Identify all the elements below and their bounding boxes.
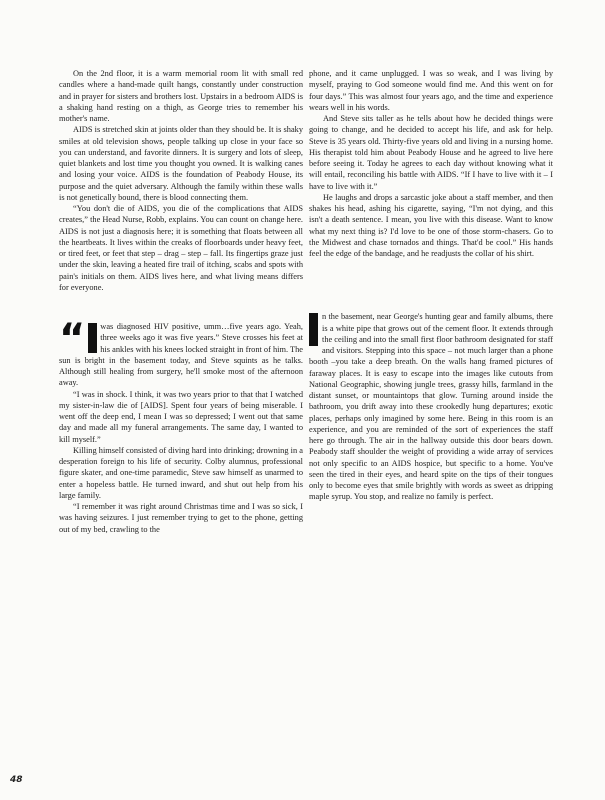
drop-cap-i-block (309, 313, 318, 346)
paragraph: Killing himself consisted of diving hard into drinking; drowning in a desperation foreign to his life of security. Colby alumnus, professional figure skater, and one-time paramedic, Steve saw himself as unarmed to enter a hopeless battle. He turned inward, and shut out help from his large family. (59, 445, 303, 500)
paragraph: “I remember it was right around Christmas time and I was so sick, I was having seizures. I just remember trying to get to the phone, getting out of my bed, crawling to the (59, 502, 303, 534)
right-column (309, 68, 553, 503)
paragraph: phone, and it came unplugged. I was so weak, and I was living by myself, praying to God someone would find me. And this went on for four days.” This was almost four years ago, and the time and experience wears well in his words. (309, 69, 553, 112)
section-paragraph: n the basement, near George's hunting gear and family albums, there is a white pipe that grows out of the cement floor. It extends through the ceiling and into the small first floor bathroom designated for staff and visitors. Stepping into this space – not much larger than a phone booth –you take a deep breath. On the walls hang framed pictures of faraway places. It is easy to escape into the images like cutouts from National Geographic, showing jungle trees, grassy hills, farmland in the distant sunset, or mountaintops that glow. Turning around inside the bathroom, you drift away into these crookedly hung departures; exotic places, perhaps only imagined by some here. Being in this room is an experience, and you are reminded of the sort of experiences the staff here go through. The air in the hallway outside this door bears down. Peabody staff shoulder the weight of providing a wide array of services not only specific to an AIDS hospice, but specific to a home. You've seen the tired in their eyes, and heard spite on the tips of their tongues only to become eyes that smile brightly with words as sweet as dripping maple syrup. You stop, and realize no family is perfect. (309, 312, 553, 502)
quote-opening (59, 316, 303, 389)
quote-mark-glyph: “ (59, 316, 82, 362)
paragraph: AIDS is stretched skin at joints older than they should be. It is shaky smiles at old television shows, people talking up close in your face so you can understand, and favorite dinners. It is surgery and lots of sleep, quiet blankets and lost time you thought you owned. It is walking canes and losing your voice. AIDS is the foundation of Peabody House, its purpose and the quiet adversary. Although the family within these walls is not genetically bound, there is blood connecting them. (59, 125, 303, 202)
paragraph: He laughs and drops a sarcastic joke about a staff member, and then shakes his head, ashing his cigarette, saying, “I'm not dying, and this isn't a death sentence. I mean, you live with this disease. Want to know what my next thing is? I'd love to be one of those storm-chasers. Go to the Midwest and chase tornados and things. That'd be cool.” His hands feel the edge of the bandage, and he readjusts the collar of his shirt. (309, 192, 553, 258)
paragraph: “I was in shock. I think, it was two years prior to that that I watched my sister-in-law die of [AIDS]. Spent four years of being miserable. I went off the deep end, I mean I was so depressed; I went out that same day and made all my funeral arrangements. The same day, I wanted to kill myself.” (59, 389, 303, 444)
paragraph: “You don't die of AIDS, you die of the complications that AIDS creates,” the Head Nurse, Robb, explains. You can count on change here. AIDS is not just a diagnosis here; it is something that floats between all the heartbeats. It lives within the creaks of floorboards under heavy feet, or tired feet, or feet that step – drag – step – fall. Its fingertips graze just under the skin, leaving a heated fire trail of itching, scabs and spots with pain's initials on them. AIDS lives here, and what living means differs for everyone. (59, 204, 303, 292)
quote-paragraph: was diagnosed HIV positive, umm…five years ago. Yeah, three weeks ago it was five years.” Steve crosses his feet at his ankles with his knees locked straight in front of him. The sun is bright in the basement today, and Steve squints as he talks. Although still healing from surgery, he'll smoke most of the afternoon away. (59, 322, 303, 388)
paragraph: On the 2nd floor, it is a warm memorial room lit with small red candles where a hand-made quilt hangs, constantly under construction and in prayer for sisters and brothers lost. Upstairs in a bedroom AIDS is a shaking hand resting on a thigh, as George tries to remember his mother's name. (59, 69, 303, 123)
basement-section (309, 311, 553, 502)
paragraph: And Steve sits taller as he tells about how he decided things were going to change, and he decided to accept his life, and ask for help. Steve is 35 years old. Thirty-five years old and living in a nursing home. His therapist told him about Peabody House and he agreed to live here before seeing it. Today he agrees to each day without knowing what it will entail, reconciling his battle with AIDS. “If I have to live with it – I have to live with it.” (309, 114, 553, 191)
initial-i-block (88, 323, 97, 353)
left-column (59, 68, 303, 535)
page-number: 48 (10, 775, 23, 785)
